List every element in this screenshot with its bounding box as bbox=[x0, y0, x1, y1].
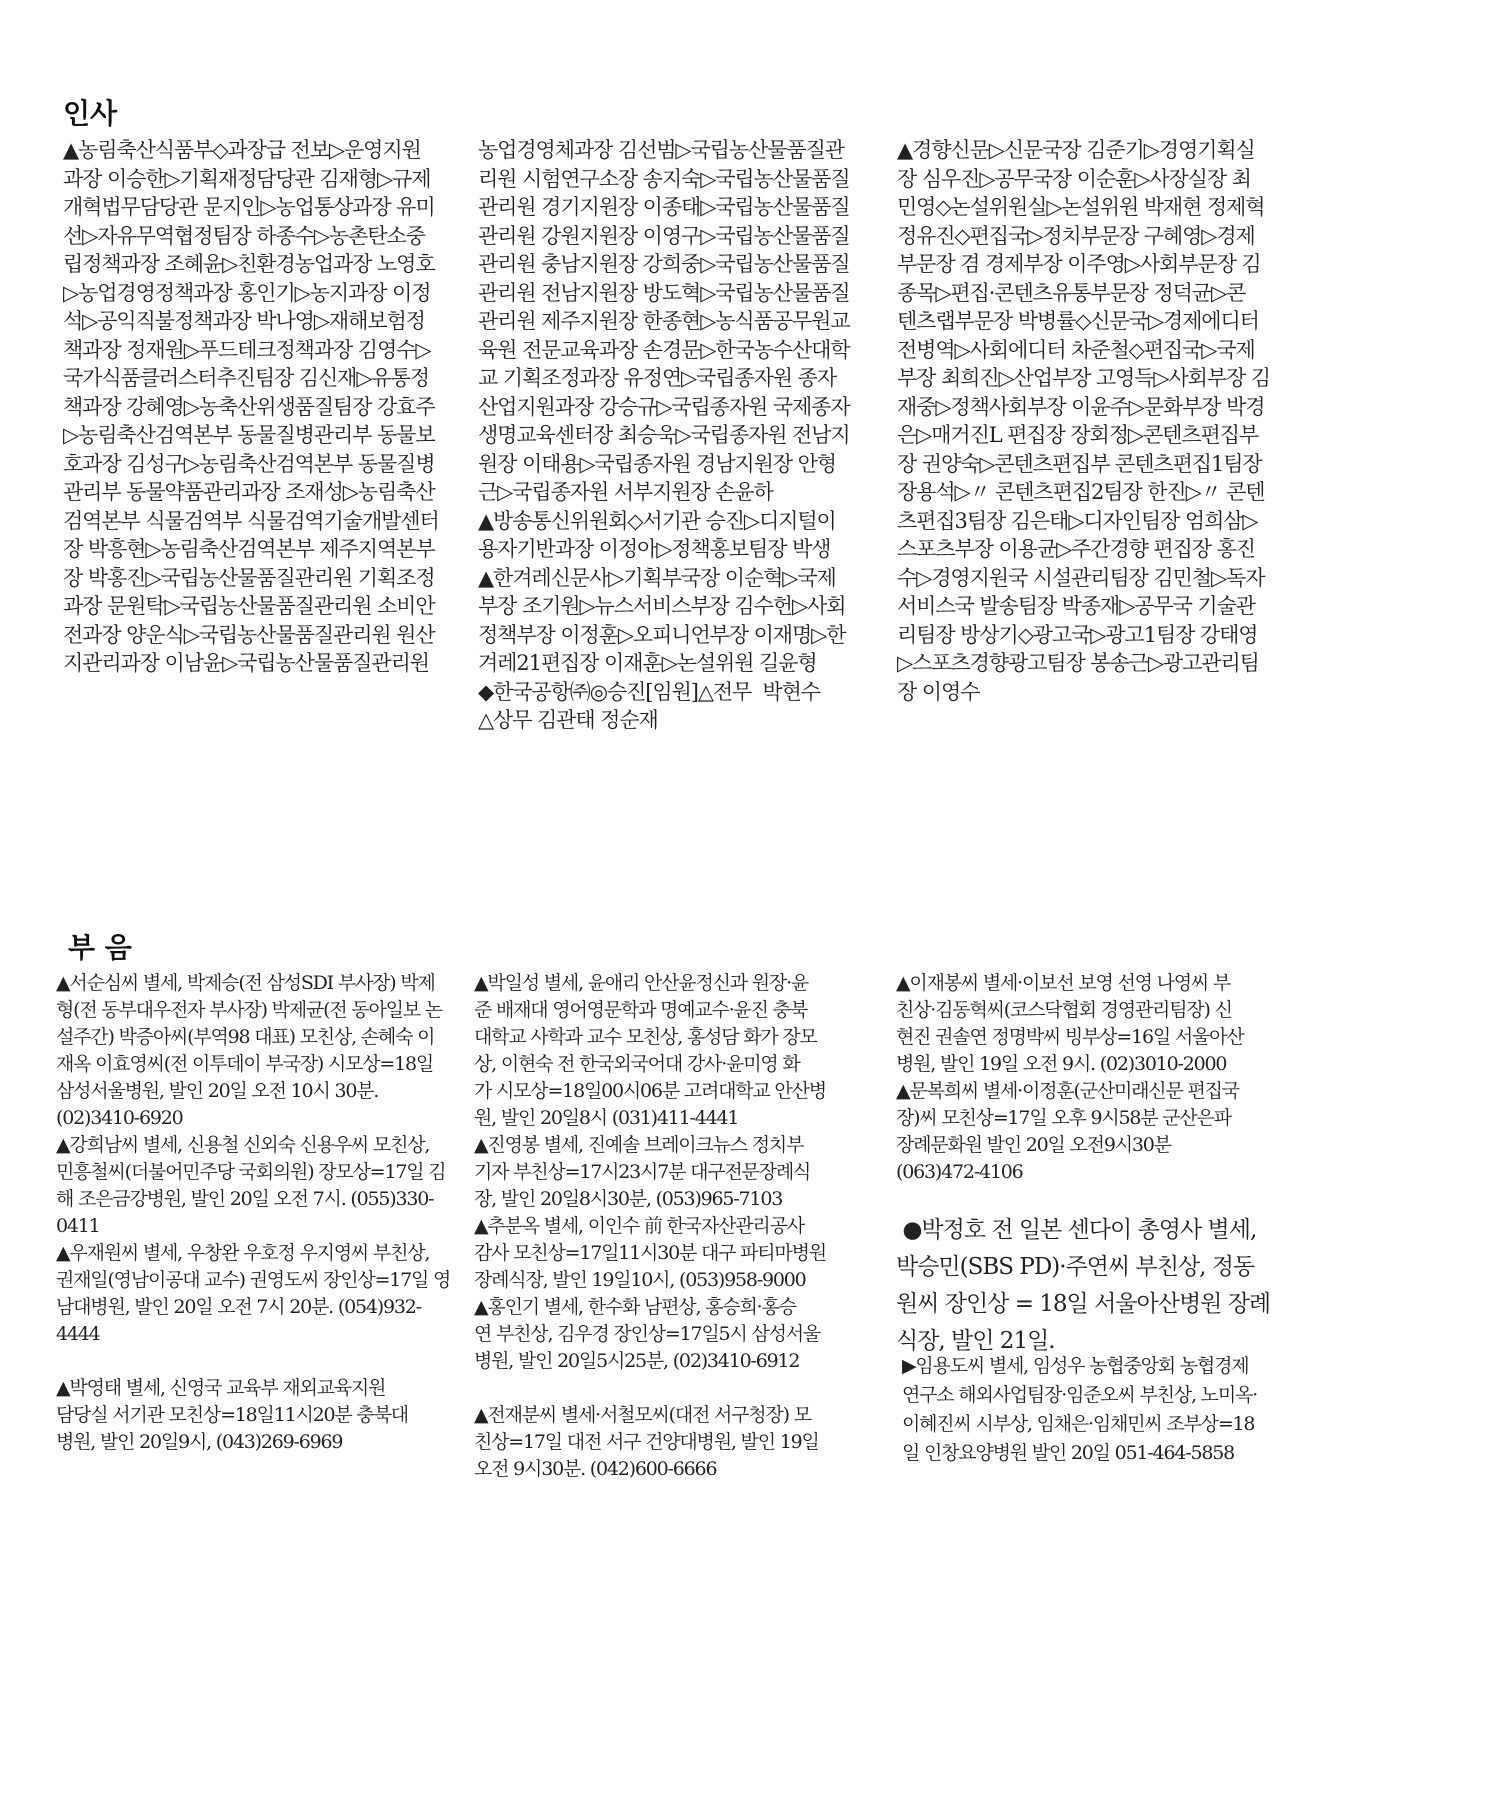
bueum-column-3-bottom: ▶임용도씨 별세, 임성우 농협중앙회 농협경제 연구소 해외사업팀장·임준오씨 부친상, 노미옥· 이혜진씨 시부상, 임채은·임채민씨 조부상=18 일 인창요양병원 발인 20일 051-464-5858 bbox=[902, 1355, 1257, 1464]
section-heading-bueum: 부 음 bbox=[68, 931, 132, 964]
section-heading-insa: 인사 bbox=[63, 97, 118, 130]
bueum-column-2: ▲박일성 별세, 윤애리 안산윤정신과 원장·윤 준 배재대 영어영문학과 명예교수·윤진 충북 대학교 사학과 교수 모친상, 홍성담 화가 장모 상, 이현숙 전 한국외국어대 강사·윤미영 화 가 시모상=18일00시06분 고려대학교 안산병 원, 발인 20일8시 (031)411-4441 ▲진영봉 별세, 진예솔 브레이크뉴스 정치부 기자 부친상=17시23시7분 대구전문장례식 장, 발인 20일8시30분, (053)965-7103 ▲추분옥 별세, 이인수 前 한국자산관리공사 감사 모친상=17일11시30분 대구 파티마병원 장례식장, 발인 19일10시, (053)958-9000 ▲홍인기 별세, 한수화 남편상, 홍승희·홍승 연 부친상, 김우경 장인상=17일5시 삼성서울 병원, 발인 20일5시25분, (02)3410-6912 ▲전재분씨 별세·서철모씨(대전 서구청장) 모 친상=17일 대전 서구 건양대병원, 발인 19일 오전 9시30분. (042)600-6666 bbox=[474, 972, 826, 1480]
insa-column-1: ▲농림축산식품부◇과장급 전보▷운영지원 과장 이승한▷기획재정담당관 김재형▷규제 개혁법무담당관 문지인▷농업통상과장 유미 선▷자유무역협정팀장 하종수▷농촌탄소중 립정책과장 조혜윤▷친환경농업과장 노영호 ▷농업경영정책과장 홍인기▷농지과장 이정 석▷공익직불정책과장 박나영▷재해보험정 책과장 정재원▷푸드테크정책과장 김영수▷ 국가식품클러스터추진팀장 김신재▷유통정 책과장 강혜영▷농축산위생품질팀장 강효주 ▷농림축산검역본부 동물질병관리부 동물보 호과장 김성구▷농림축산검역본부 동물질병 관리부 동물약품관리과장 조재성▷농림축산 검역본부 식물검역부 식물검역기술개발센터 장 박흥현▷농림축산검역본부 제주지역본부 장 박홍진▷국립농산물품질관리원 기획조정 과장 문원탁▷국립농산물품질관리원 소비안 전과장 양운식▷국립농산물품질관리원 원산 지관리과장 이남윤▷국립농산물품질관리원 bbox=[63, 138, 439, 675]
bueum-column-3-notice: ●박정호 전 일본 센다이 총영사 별세, 박승민(SBS PD)·주연씨 부친상, 정동 원씨 장인상 = 18일 서울아산병원 장례 식장, 발인 21일. bbox=[896, 1217, 1271, 1354]
bueum-column-3-top: ▲이재봉씨 별세·이보선 보영 선영 나영씨 부 친상·김동혁씨(코스닥협회 경영관리팀장) 신 현진 권솔연 정명박씨 빙부상=16일 서울아산 병원, 발인 19일 오전 9시. (02)3010-2000 ▲문복희씨 별세·이정훈(군산미래신문 편집국 장)씨 모친상=17일 오후 9시58분 군산은파 장례문화원 발인 20일 오전9시30분 (063)472-4106 bbox=[896, 972, 1244, 1183]
bueum-column-1: ▲서순심씨 별세, 박제승(전 삼성SDI 부사장) 박제 형(전 동부대우전자 부사장) 박제균(전 동아일보 논 설주간) 박증아씨(부역98 대표) 모친상, 손혜숙 이 재옥 이효영씨(전 이투데이 부국장) 시모상=18일 삼성서울병원, 발인 20일 오전 10시 30분. (02)3410-6920 ▲강희남씨 별세, 신용철 신외숙 신용우씨 모친상, 민흥철씨(더불어민주당 국회의원) 장모상=17일 김 해 조은금강병원, 발인 20일 오전 7시. (055)330- 0411 ▲우재원씨 별세, 우창완 우호정 우지영씨 부친상, 권재일(영남이공대 교수) 권영도씨 장인상=17일 영 남대병원, 발인 20일 오전 7시 20분. (054)932- 4444 ▲박영태 별세, 신영국 교육부 재외교육지원 담당실 서기관 모친상=18일11시20분 충북대 병원, 발인 20일9시, (043)269-6969 bbox=[56, 972, 451, 1453]
insa-column-3: ▲경향신문▷신문국장 김준기▷경영기획실 장 심우진▷공무국장 이순훈▷사장실장 최 민영◇논설위원실▷논설위원 박재현 정제혁 정유진◇편집국▷정치부문장 구혜영▷경제 부문장 겸 경제부장 이주영▷사회부문장 김 종목▷편집·콘텐츠유통부문장 정덕균▷콘 텐츠랩부문장 박병률◇신문국▷경제에디터 전병역▷사회에디터 차준철◇편집국▷국제 부장 최희진▷산업부장 고영득▷사회부장 김 재중▷정책사회부장 이윤주▷문화부장 박경 은▷매거진L 편집장 장회정▷콘텐츠편집부 장 권양숙▷콘텐츠편집부 콘텐츠편집1팀장 장용석▷〃 콘텐츠편집2팀장 한진▷〃 콘텐 츠편집3팀장 김은태▷디자인팀장 엄희삼▷ 스포츠부장 이용균▷주간경향 편집장 홍진 수▷경영지원국 시설관리팀장 김민철▷독자 서비스국 발송팀장 박종재▷공무국 기술관 리팀장 방상기◇광고국▷광고1팀장 강태영 ▷스포츠경향광고팀장 봉송근▷광고관리팀 장 이영수 bbox=[897, 138, 1270, 704]
insa-column-2: 농업경영체과장 김선범▷국립농산물품질관 리원 시험연구소장 송지숙▷국립농산물품질 관리원 경기지원장 이종태▷국립농산물품질 관리원 강원지원장 이영구▷국립농산물품질 관리원 충남지원장 강희중▷국립농산물품질 관리원 전남지원장 방도혁▷국립농산물품질 관리원 제주지원장 한종현▷농식품공무원교 육원 전문교육과장 손경문▷한국농수산대학 교 기획조정과장 유정연▷국립종자원 종자 산업지원과장 강승규▷국립종자원 국제종자 생명교육센터장 최승욱▷국립종자원 전남지 원장 이태용▷국립종자원 경남지원장 안형 근▷국립종자원 서부지원장 손윤하 ▲방송통신위원회◇서기관 승진▷디지털이 용자기반과장 이정아▷정책홍보팀장 박생 ▲한겨레신문사▷기획부국장 이순혁▷국제 부장 조기원▷뉴스서비스부장 김수헌▷사회 정책부장 이정훈▷오피니언부장 이재명▷한 겨레21편집장 이재훈▷논설위원 길윤형 ◆한국공항㈜◎승진[임원]△전무 박현수 △상무 김관태 정순재 bbox=[478, 138, 850, 732]
